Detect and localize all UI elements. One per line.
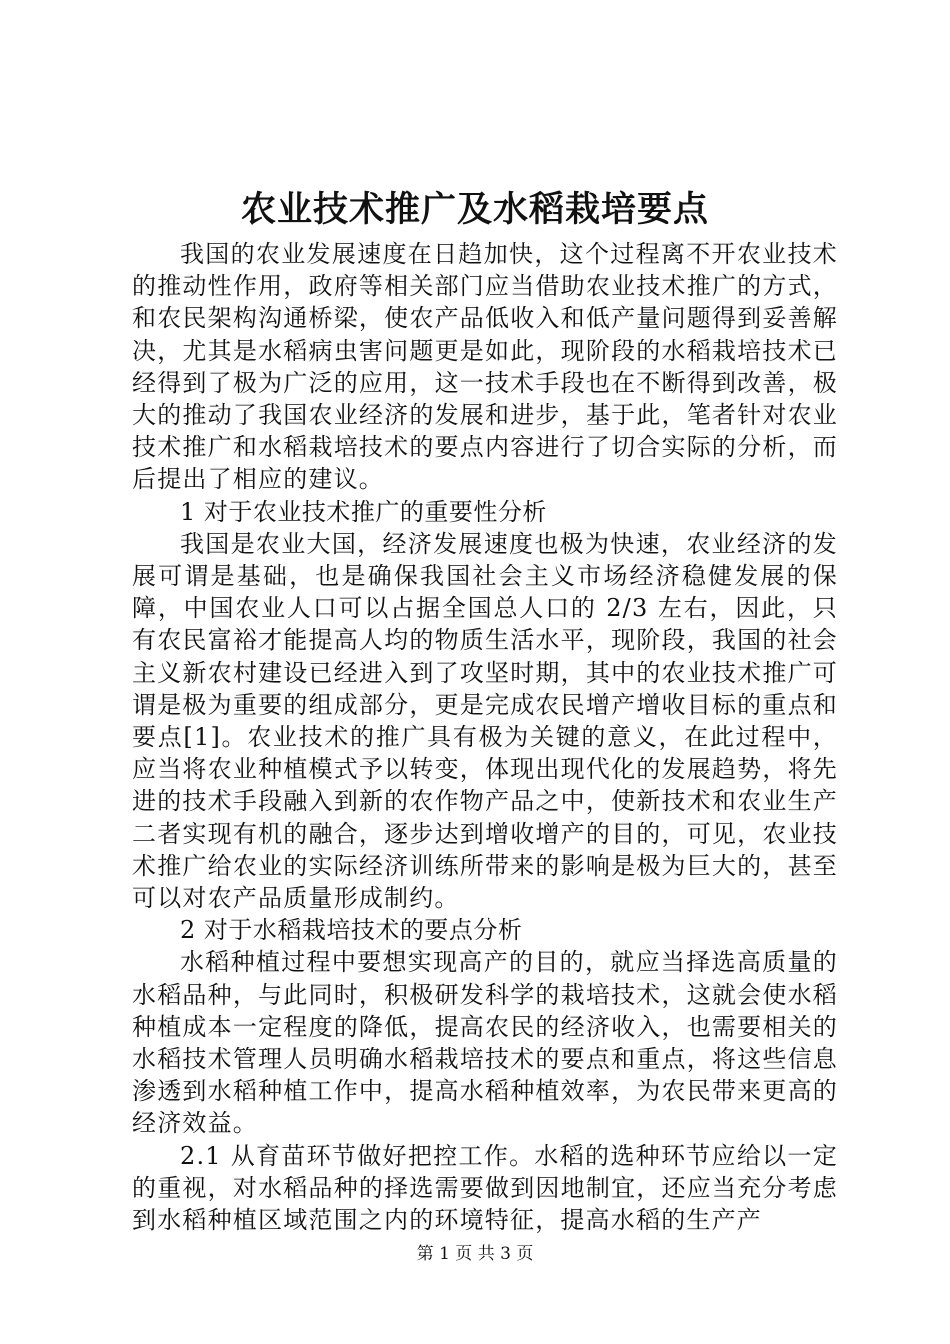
document-title: 农业技术推广及水稻栽培要点	[240, 189, 709, 230]
subsection-2-1-paragraph: 2.1 从育苗环节做好把控工作。水稻的选种环节应给以一定的重视，对水稻品种的择选需要做到因地制宜，还应当充分考虑到水稻种植区域范围之内的环境特征，提高水稻的生产产	[132, 1141, 838, 1235]
section-2-paragraph: 水稻种植过程中要想实现高产的目的，就应当择选高质量的水稻品种，与此同时，积极研发科学的栽培技术，这就会使水稻种植成本一定程度的降低，提高农民的经济收入，也需要相关的水稻技术管理人员明确水稻栽培技术的要点和重点，将这些信息渗透到水稻种植工作中，提高水稻种植效率，为农民带来更高的经济效益。	[132, 948, 838, 1138]
page-number-footer: 第 1 页 共 3 页	[416, 1244, 534, 1264]
section-heading-2: 2 对于水稻栽培技术的要点分析	[180, 916, 523, 945]
intro-paragraph: 我国的农业发展速度在日趋加快，这个过程离不开农业技术的推动性作用，政府等相关部门应当借助农业技术推广的方式，和农民架构沟通桥梁，使农产品低收入和低产量问题得到妥善解决，尤其是水稻病虫害问题更是如此，现阶段的水稻栽培技术已经得到了极为广泛的应用，这一技术手段也在不断得到改善，极大的推动了我国农业经济的发展和进步，基于此，笔者针对农业技术推广和水稻栽培技术的要点内容进行了切合实际的分析，而后提出了相应的建议。	[132, 240, 838, 494]
section-heading-1: 1 对于农业技术推广的重要性分析	[180, 497, 547, 526]
document-body	[132, 238, 838, 1236]
section-1-paragraph: 我国是农业大国，经济发展速度也极为快速，农业经济的发展可谓是基础，也是确保我国社会主义市场经济稳健发展的保障，中国农业人口可以占据全国总人口的 2/3 左右，因此，只有农民富裕才能提高人均的物质生活水平，现阶段，我国的社会主义新农村建设已经进入到了攻坚时期，其中的农业技术推广可谓是极为重要的组成部分，更是完成农民增产增收目标的重点和要点[1]。农业技术的推广具有极为关键的意义，在此过程中，应当将农业种植模式予以转变，体现出现代化的发展趋势，将先进的技术手段融入到新的农作物产品之中，使新技术和农业生产二者实现有机的融合，逐步达到增收增产的目的，可见，农业技术推广给农业的实际经济训练所带来的影响是极为巨大的，甚至可以对农产品质量形成制约。	[132, 529, 838, 913]
